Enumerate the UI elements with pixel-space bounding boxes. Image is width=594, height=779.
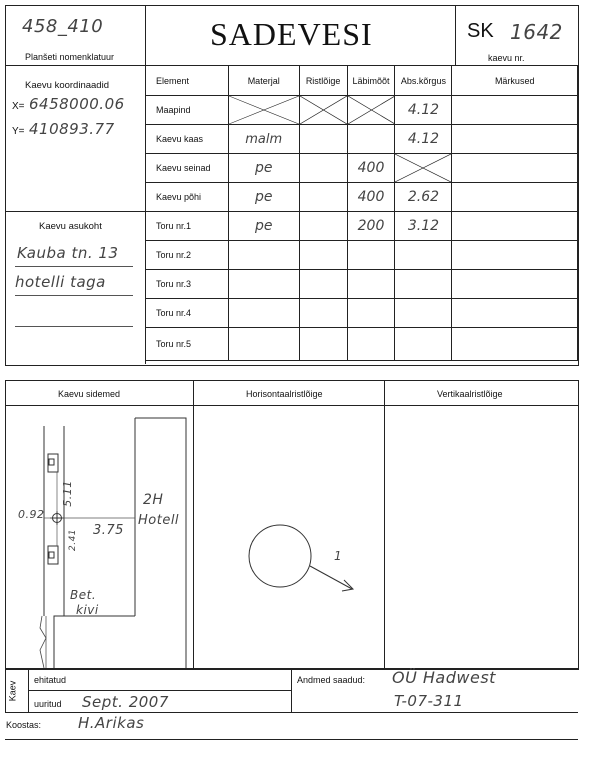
checked-label: uuritud <box>34 699 62 709</box>
horizontal-section-drawing <box>194 406 384 668</box>
location-label: Kaevu asukoht <box>39 221 102 232</box>
location-line1: Kauba tn. 13 <box>17 244 119 262</box>
x-value: 6458000.06 <box>29 95 125 113</box>
col-header-material: Materjal <box>228 66 299 96</box>
row-cross <box>299 154 347 183</box>
row-diameter <box>347 125 395 154</box>
row-material: malm <box>228 125 299 154</box>
nomenclature-value: 458_410 <box>22 16 104 37</box>
row-notes <box>452 125 578 154</box>
col-header-notes: Märkused <box>452 66 578 96</box>
page-title: SADEVESI <box>210 16 373 52</box>
table-row <box>146 183 578 212</box>
row-material: pe <box>228 154 299 183</box>
table-row <box>146 328 578 361</box>
row-element: Maapind <box>146 96 229 125</box>
building-label-2: Hotell <box>138 513 180 528</box>
location-line2: hotelli taga <box>15 273 106 291</box>
data-source-value-2: T-07-311 <box>394 692 464 710</box>
table-row <box>146 299 578 328</box>
paving-label-2: kivi <box>76 603 99 617</box>
y-prefix: Y= <box>12 126 25 137</box>
row-element: Toru nr.3 <box>146 270 229 299</box>
table-row <box>146 154 578 183</box>
row-notes <box>452 154 578 183</box>
author-value: H.Arikas <box>78 714 145 732</box>
col-header-abs: Abs.kõrgus <box>395 66 452 96</box>
col-header-cross: Ristlõige <box>299 66 347 96</box>
table-row <box>146 125 578 154</box>
row-element: Toru nr.5 <box>146 328 229 361</box>
col-title-vertical: Vertikaalristlõige <box>437 389 503 399</box>
nomenclature-label: Planšeti nomenklatuur <box>25 52 115 62</box>
row-diameter: 400 <box>347 183 395 212</box>
row-cross <box>299 212 347 241</box>
row-element: Toru nr.4 <box>146 299 229 328</box>
building-label-1: 2H <box>143 492 164 508</box>
row-diameter: 400 <box>347 154 395 183</box>
sk-number: 1642 <box>510 20 563 44</box>
table-row <box>146 241 578 270</box>
row-element: Kaevu kaas <box>146 125 229 154</box>
row-element: Toru nr.2 <box>146 241 229 270</box>
row-element: Kaevu seinad <box>146 154 229 183</box>
paving-label-1: Bet. <box>70 588 97 602</box>
dim-left: 0.92 <box>18 508 45 521</box>
row-abs: 2.62 <box>395 183 452 212</box>
row-abs: 4.12 <box>395 96 452 125</box>
side-label: Kaev <box>7 680 18 702</box>
dim-bottom: 2.41 <box>68 528 79 552</box>
row-notes <box>452 96 578 125</box>
table-row <box>146 96 578 125</box>
data-source-value-1: OÜ Hadwest <box>392 668 496 687</box>
coords-label: Kaevu koordinaadid <box>25 80 109 91</box>
dim-top: 5.11 <box>60 480 74 507</box>
row-notes <box>452 183 578 212</box>
row-element: Toru nr.1 <box>146 212 229 241</box>
well-nr-label: kaevu nr. <box>488 53 525 63</box>
crossed-cell <box>347 96 395 125</box>
row-abs: 4.12 <box>395 125 452 154</box>
y-value: 410893.77 <box>29 120 115 138</box>
col-header-diameter: Läbimõõt <box>347 66 395 96</box>
row-element: Kaevu põhi <box>146 183 229 212</box>
row-material: pe <box>228 183 299 212</box>
row-cross <box>299 183 347 212</box>
row-material: pe <box>228 212 299 241</box>
table-row <box>146 270 578 299</box>
crossed-cell <box>395 154 452 183</box>
checked-value: Sept. 2007 <box>82 693 169 711</box>
data-source-label: Andmed saadud: <box>297 675 366 685</box>
dim-right: 3.75 <box>93 523 124 538</box>
col-title-connections: Kaevu sidemed <box>58 389 121 399</box>
built-label: ehitatud <box>34 675 67 685</box>
row-cross <box>299 125 347 154</box>
row-notes <box>452 212 578 241</box>
crossed-cell <box>228 96 299 125</box>
well-element-table <box>145 65 578 361</box>
col-header-element: Element <box>146 66 229 96</box>
table-row <box>146 212 578 241</box>
row-abs: 3.12 <box>395 212 452 241</box>
sk-prefix: SK <box>467 20 494 42</box>
author-label: Koostas: <box>6 720 42 730</box>
arrow-label: 1 <box>334 549 343 563</box>
x-prefix: X= <box>12 101 25 112</box>
row-diameter: 200 <box>347 212 395 241</box>
col-title-horizontal: Horisontaalristlõige <box>246 389 323 399</box>
crossed-cell <box>299 96 347 125</box>
